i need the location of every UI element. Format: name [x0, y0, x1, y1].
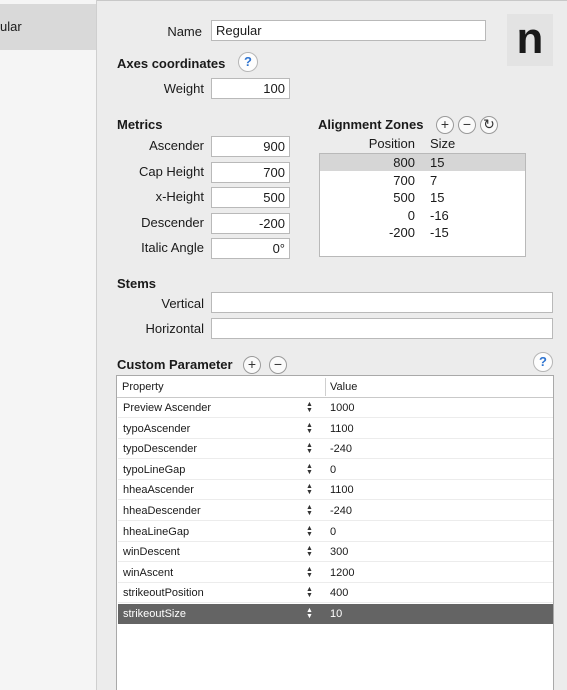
- property-value: 1200: [330, 566, 355, 579]
- table-row[interactable]: [118, 439, 553, 459]
- cap-height-field[interactable]: 700: [211, 162, 290, 183]
- popup-arrows-icon[interactable]: ▲▼: [306, 504, 313, 516]
- zone-position: 800: [393, 155, 415, 170]
- table-row[interactable]: [118, 480, 553, 500]
- popup-arrows-icon[interactable]: ▲▼: [306, 607, 313, 619]
- top-divider: [97, 0, 567, 1]
- name-label: Name: [167, 24, 202, 39]
- property-value: 300: [330, 546, 349, 559]
- alignment-zones-table[interactable]: [319, 153, 526, 257]
- ascender-field[interactable]: 900: [211, 136, 290, 157]
- zone-position: 0: [407, 207, 415, 223]
- descender-field[interactable]: -200: [211, 213, 290, 234]
- remove-parameter-icon[interactable]: −: [269, 356, 287, 374]
- table-row[interactable]: [118, 501, 553, 521]
- property-name: hheaDescender: [123, 505, 201, 517]
- property-value: 0: [330, 463, 337, 476]
- metrics-heading: Metrics: [117, 117, 163, 132]
- table-header: [117, 376, 553, 398]
- property-name: strikeoutPosition: [123, 587, 204, 600]
- zone-row[interactable]: [320, 154, 525, 171]
- weight-field[interactable]: 100: [211, 78, 290, 99]
- refresh-zones-icon[interactable]: ↻: [480, 116, 498, 134]
- vertical-stem-label: Vertical: [161, 296, 204, 311]
- glyph-preview: n: [507, 14, 553, 66]
- popup-arrows-icon[interactable]: ▲▼: [306, 545, 313, 558]
- popup-arrows-icon[interactable]: ▲▼: [306, 401, 313, 413]
- property-name: winAscent: [123, 566, 174, 579]
- property-value: 0: [330, 525, 337, 538]
- table-row[interactable]: [118, 583, 553, 603]
- value-column-header[interactable]: Value: [330, 381, 358, 393]
- x-height-field[interactable]: 500: [211, 187, 290, 208]
- zone-size: -15: [430, 225, 449, 240]
- horizontal-stem-field[interactable]: [211, 318, 553, 339]
- popup-arrows-icon[interactable]: ▲▼: [306, 524, 313, 537]
- help-icon[interactable]: ?: [238, 52, 258, 72]
- property-value: 1100: [330, 484, 354, 497]
- property-value: 10: [330, 608, 343, 620]
- x-height-label: x-Height: [155, 189, 204, 204]
- property-name: strikeoutSize: [123, 608, 186, 620]
- table-row[interactable]: [118, 398, 553, 418]
- table-row[interactable]: [118, 604, 553, 624]
- axes-coordinates-heading: Axes coordinates: [117, 56, 226, 71]
- zone-row[interactable]: [320, 189, 525, 206]
- zone-row[interactable]: [320, 224, 525, 241]
- zone-size: 7: [430, 172, 438, 188]
- popup-arrows-icon[interactable]: ▲▼: [306, 462, 313, 475]
- property-value: -240: [330, 443, 353, 456]
- property-value: -240: [330, 505, 353, 517]
- property-name: winDescent: [123, 546, 180, 559]
- italic-angle-field[interactable]: 0°: [211, 238, 290, 259]
- property-column-header[interactable]: Property: [122, 381, 164, 393]
- cap-height-label: Cap Height: [138, 163, 204, 179]
- property-value: 400: [330, 587, 349, 600]
- popup-arrows-icon[interactable]: ▲▼: [306, 586, 313, 599]
- property-value: 1000: [330, 402, 355, 414]
- zone-size: 15: [430, 190, 445, 205]
- zone-position: -200: [388, 225, 415, 240]
- sidebar: [0, 0, 97, 690]
- property-name: typoDescender: [123, 443, 197, 456]
- help-icon[interactable]: ?: [533, 352, 553, 372]
- italic-angle-label: Italic Angle: [141, 240, 204, 255]
- table-row[interactable]: [118, 419, 553, 439]
- popup-arrows-icon[interactable]: ▲▼: [306, 565, 313, 578]
- zone-position: 700: [393, 172, 415, 188]
- custom-parameter-heading: Custom Parameter: [117, 357, 233, 372]
- ascender-label: Ascender: [149, 138, 204, 153]
- name-field[interactable]: Regular: [211, 20, 486, 41]
- property-name: hheaAscender: [123, 484, 194, 497]
- add-zone-icon[interactable]: +: [436, 116, 454, 134]
- horizontal-stem-label: Horizontal: [145, 321, 204, 336]
- zone-position: 500: [393, 190, 415, 205]
- zone-size-header: Size: [430, 136, 456, 151]
- table-row[interactable]: [118, 460, 553, 480]
- popup-arrows-icon[interactable]: ▲▼: [306, 483, 313, 496]
- property-name: typoLineGap: [123, 463, 186, 476]
- stems-heading: Stems: [117, 276, 157, 291]
- zone-size: -16: [430, 207, 449, 223]
- property-name: hheaLineGap: [123, 525, 190, 538]
- property-name: typoAscender: [123, 422, 191, 435]
- zone-row[interactable]: [320, 207, 525, 224]
- descender-label: Descender: [141, 214, 204, 230]
- table-row[interactable]: [118, 563, 553, 583]
- popup-arrows-icon[interactable]: ▲▼: [306, 421, 313, 434]
- alignment-zones-heading: Alignment Zones: [318, 117, 424, 132]
- weight-label: Weight: [163, 81, 204, 96]
- popup-arrows-icon[interactable]: ▲▼: [306, 442, 313, 455]
- zone-size: 15: [430, 155, 445, 170]
- remove-zone-icon[interactable]: −: [458, 116, 476, 134]
- add-parameter-icon[interactable]: +: [243, 356, 261, 374]
- column-divider[interactable]: [325, 378, 326, 396]
- property-value: 1100: [330, 422, 354, 435]
- zone-position-header: Position: [368, 136, 415, 151]
- vertical-stem-field[interactable]: [211, 292, 553, 313]
- table-row[interactable]: [118, 522, 553, 542]
- custom-parameter-table: [116, 375, 554, 690]
- sidebar-item-label: ular: [0, 19, 22, 34]
- property-name: Preview Ascender: [123, 402, 212, 414]
- table-row[interactable]: [118, 542, 553, 562]
- zone-row[interactable]: [320, 172, 525, 189]
- sidebar-item-master[interactable]: [0, 4, 96, 50]
